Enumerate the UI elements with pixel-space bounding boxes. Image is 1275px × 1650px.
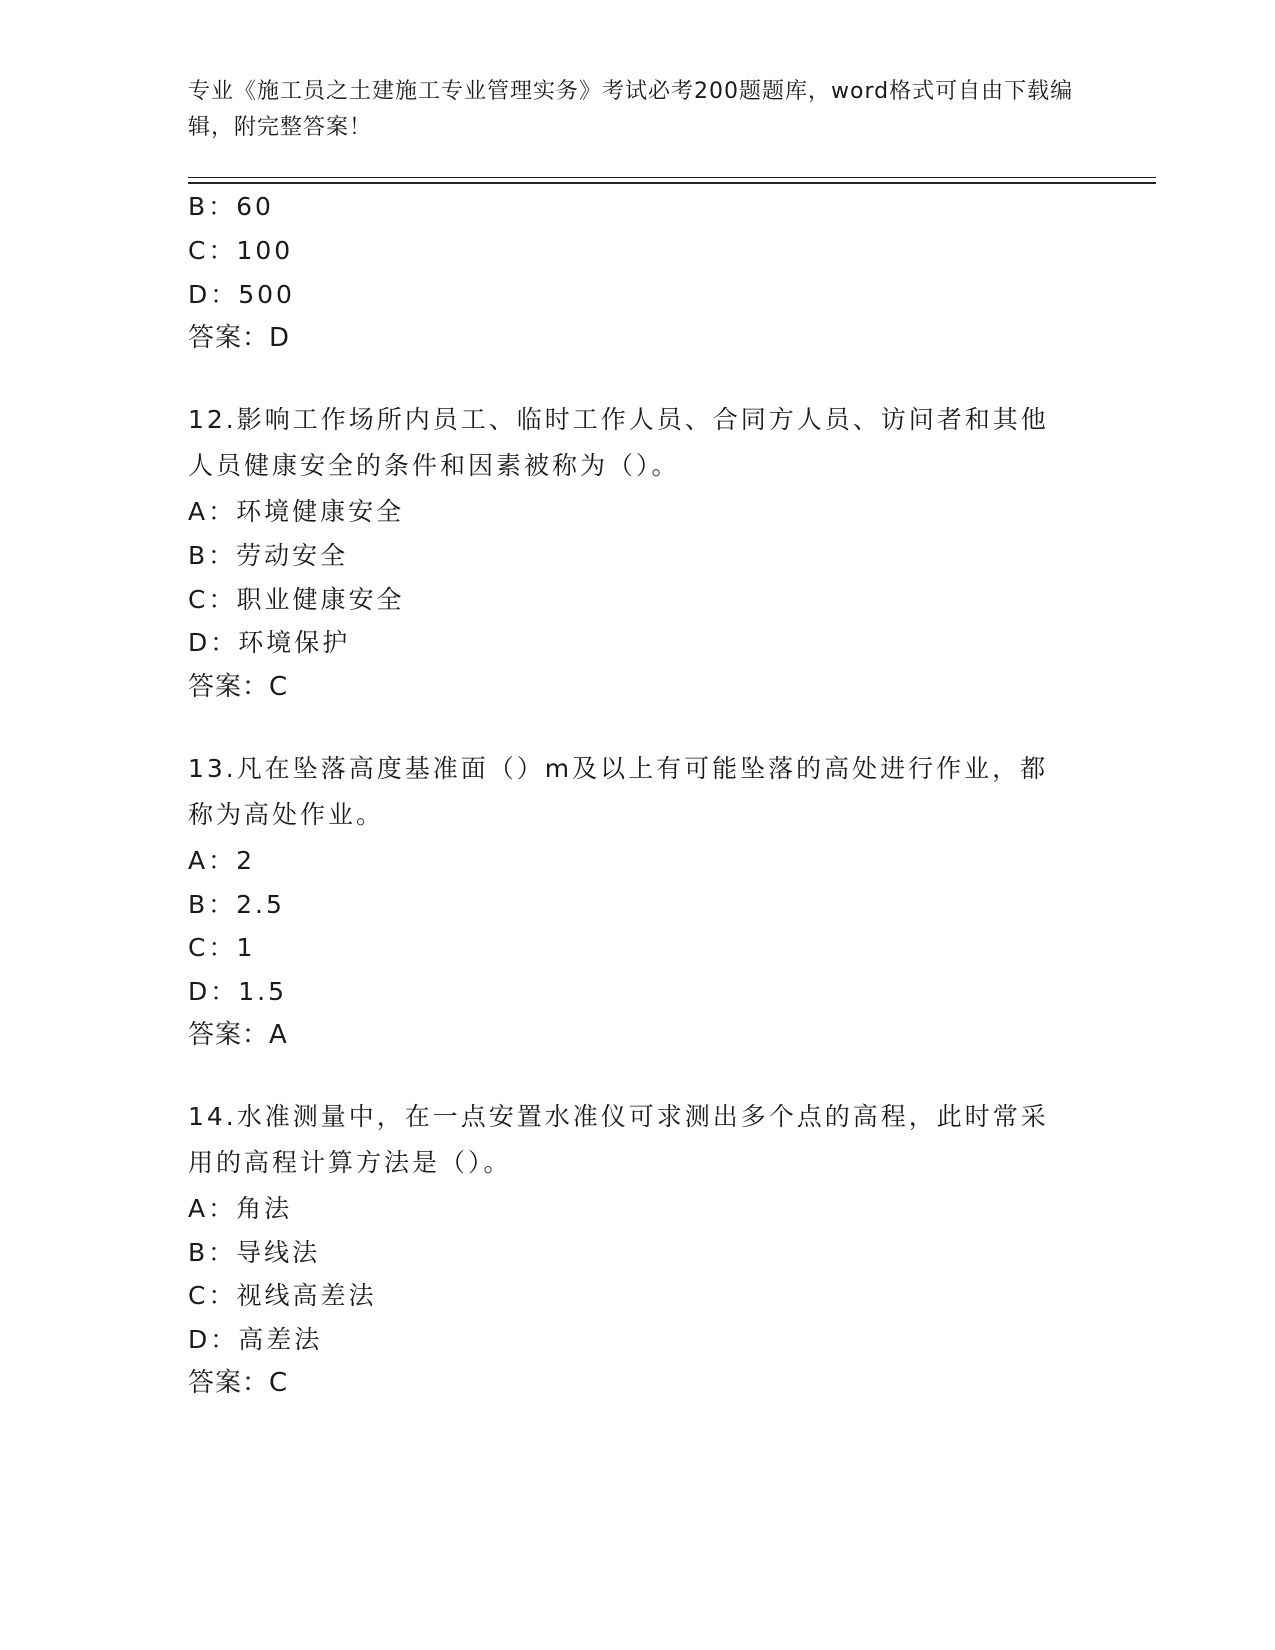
option-c: C：职业健康安全 — [188, 585, 405, 614]
answer: 答案：A — [188, 1020, 288, 1050]
option-c: C：视线高差法 — [188, 1281, 377, 1310]
answer: 答案：D — [188, 323, 291, 353]
answer: 答案：C — [188, 672, 289, 702]
option-d: D：高差法 — [188, 1325, 323, 1354]
option-a: A：环境健康安全 — [188, 497, 405, 526]
option-d: D：1.5 — [188, 977, 288, 1006]
option-b: B：2.5 — [188, 890, 285, 919]
question-stem: 12.影响工作场所内员工、临时工作人员、合同方人员、访问者和其他人员健康安全的条件和因素被称为（）。 — [188, 405, 1049, 480]
option-b: B：劳动安全 — [188, 541, 349, 570]
question-stem: 13.凡在坠落高度基准面（）m及以上有可能坠落的高处进行作业，都称为高处作业。 — [188, 754, 1049, 829]
page-header: 专业《施工员之土建施工专业管理实务》考试必考200题题库，word格式可自由下载编辑，附完整答案！ — [188, 79, 1074, 140]
option-d: D：500 — [188, 280, 295, 309]
option-c: C：1 — [188, 933, 256, 962]
option-a: A：角法 — [188, 1194, 293, 1223]
header-divider — [188, 177, 1156, 178]
option-a: A：2 — [188, 846, 256, 875]
option-b: B：导线法 — [188, 1238, 321, 1267]
option-b: B：60 — [188, 192, 274, 221]
option-c: C：100 — [188, 236, 294, 265]
question-stem: 14.水准测量中，在一点安置水准仪可求测出多个点的高程，此时常采用的高程计算方法是（）。 — [188, 1102, 1049, 1177]
header-divider-thick — [188, 182, 1156, 184]
answer: 答案：C — [188, 1368, 289, 1398]
option-d: D：环境保护 — [188, 628, 351, 657]
